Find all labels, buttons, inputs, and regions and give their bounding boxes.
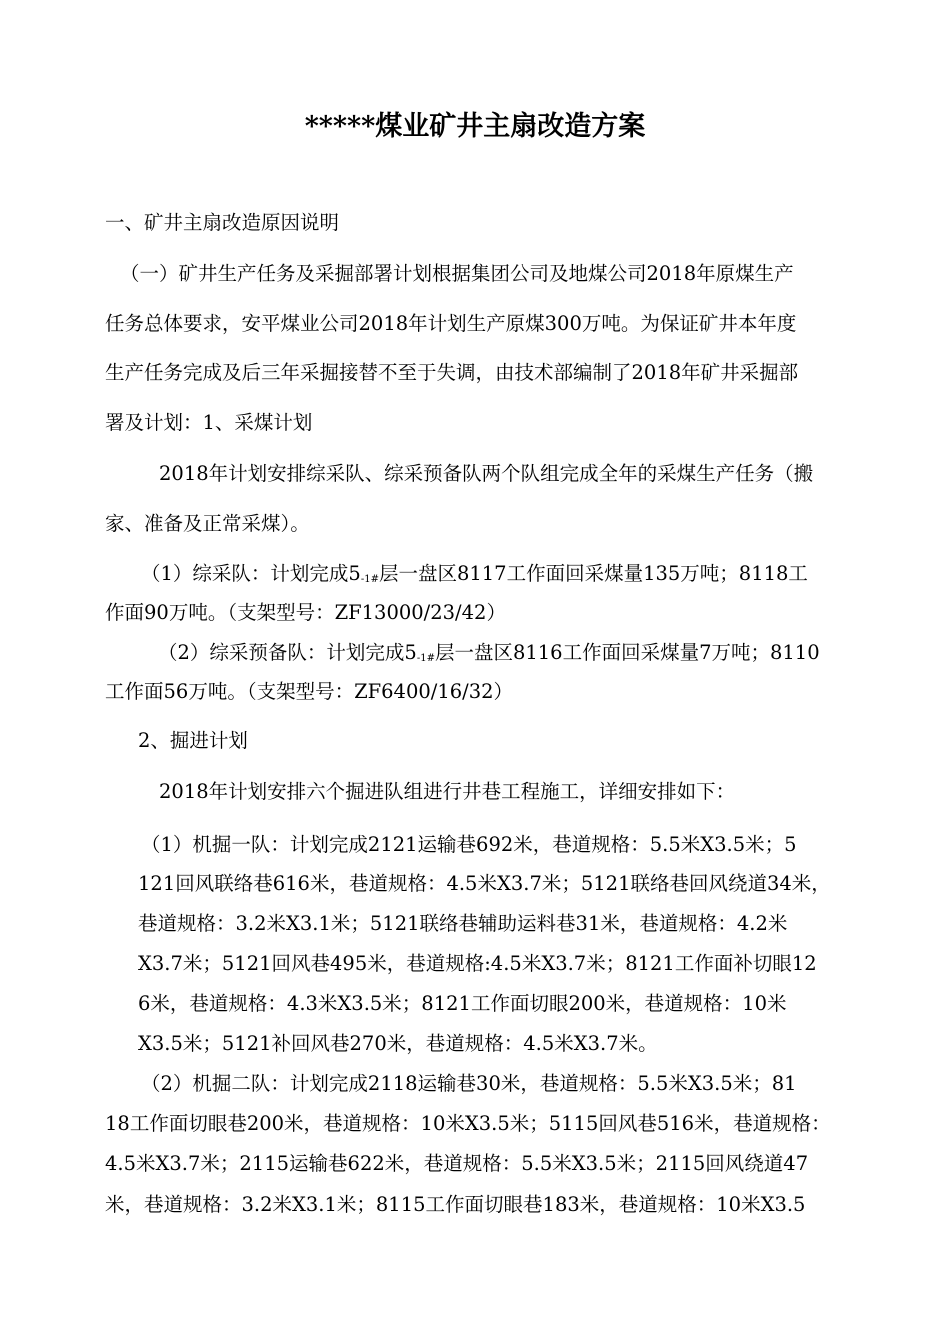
team-1-line-6: X3.5米；5121补回风巷270米，巷道规格：4.5米X3.7米。 [138,1032,658,1055]
paragraph-1-line-4: 署及计划：1、采煤计划 [105,411,313,434]
seam-subscript: -1# [416,653,435,664]
section-heading-1: 一、矿井主扇改造原因说明 [105,211,340,234]
item-1-line-2: 作面90万吨。（支架型号：ZF13000/23/42） [105,601,506,624]
item-1-text-b: 层一盘区8117工作面回采煤量135万吨；8118工 [378,562,808,585]
team-1-line-2: 121回风联络巷616米，巷道规格：4.5米X3.7米；5121联络巷回风绕道34米， [138,872,831,895]
team-1-line-1: （1）机掘一队：计划完成2121运输巷692米，巷道规格：5.5米X3.5米；5 [141,833,797,856]
paragraph-2-line-1: 2018年计划安排综采队、综采预备队两个队组完成全年的采煤生产任务（搬 [159,462,814,485]
team-1-line-3: 巷道规格：3.2米X3.1米；5121联络巷辅助运料巷31米，巷道规格：4.2米 [138,912,788,935]
paragraph-2-line-2: 家、准备及正常采煤）。 [105,512,310,535]
paragraph-3: 2018年计划安排六个掘进队组进行井巷工程施工，详细安排如下： [159,780,736,803]
section-heading-2: 2、掘进计划 [138,729,248,752]
item-2-text-a: （2）综采预备队：计划完成5 [158,641,417,664]
paragraph-1-line-3: 生产任务完成及后三年采掘接替不至于失调，由技术部编制了2018年矿井采掘部 [105,361,799,384]
seam-subscript: -1# [360,574,379,585]
item-2-line-1 [158,638,820,674]
item-2-line-2: 工作面56万吨。（支架型号：ZF6400/16/32） [105,680,514,703]
team-2-line-4: 米，巷道规格：3.2米X3.1米；8115工作面切眼巷183米，巷道规格：10米X3.5 [105,1193,806,1216]
team-2-line-2: 18工作面切眼巷200米，巷道规格：10米X3.5米；5115回风巷516米，巷道规格： [105,1112,831,1135]
team-2-line-3: 4.5米X3.7米；2115运输巷622米，巷道规格：5.5米X3.5米；2115回风绕道47 [105,1152,809,1175]
item-2-text-b: 层一盘区8116工作面回采煤量7万吨；8110 [434,641,820,664]
paragraph-1-line-1: （一）矿井生产任务及采掘部署计划根据集团公司及地煤公司2018年原煤生产 [120,262,794,285]
paragraph-1-line-2: 任务总体要求，安平煤业公司2018年计划生产原煤300万吨。为保证矿井本年度 [105,312,797,335]
item-1-text-a: （1）综采队：计划完成5 [141,562,361,585]
team-1-line-4: X3.7米；5121回风巷495米，巷道规格:4.5米X3.7米；8121工作面补切眼12 [138,952,817,975]
item-1-line-1 [141,559,808,595]
team-2-line-1: （2）机掘二队：计划完成2118运输巷30米，巷道规格：5.5米X3.5米；81 [141,1072,797,1095]
document-title: *****煤业矿井主扇改造方案 [304,111,646,142]
team-1-line-5: 6米，巷道规格：4.3米X3.5米；8121工作面切眼200米，巷道规格：10米 [138,992,787,1015]
